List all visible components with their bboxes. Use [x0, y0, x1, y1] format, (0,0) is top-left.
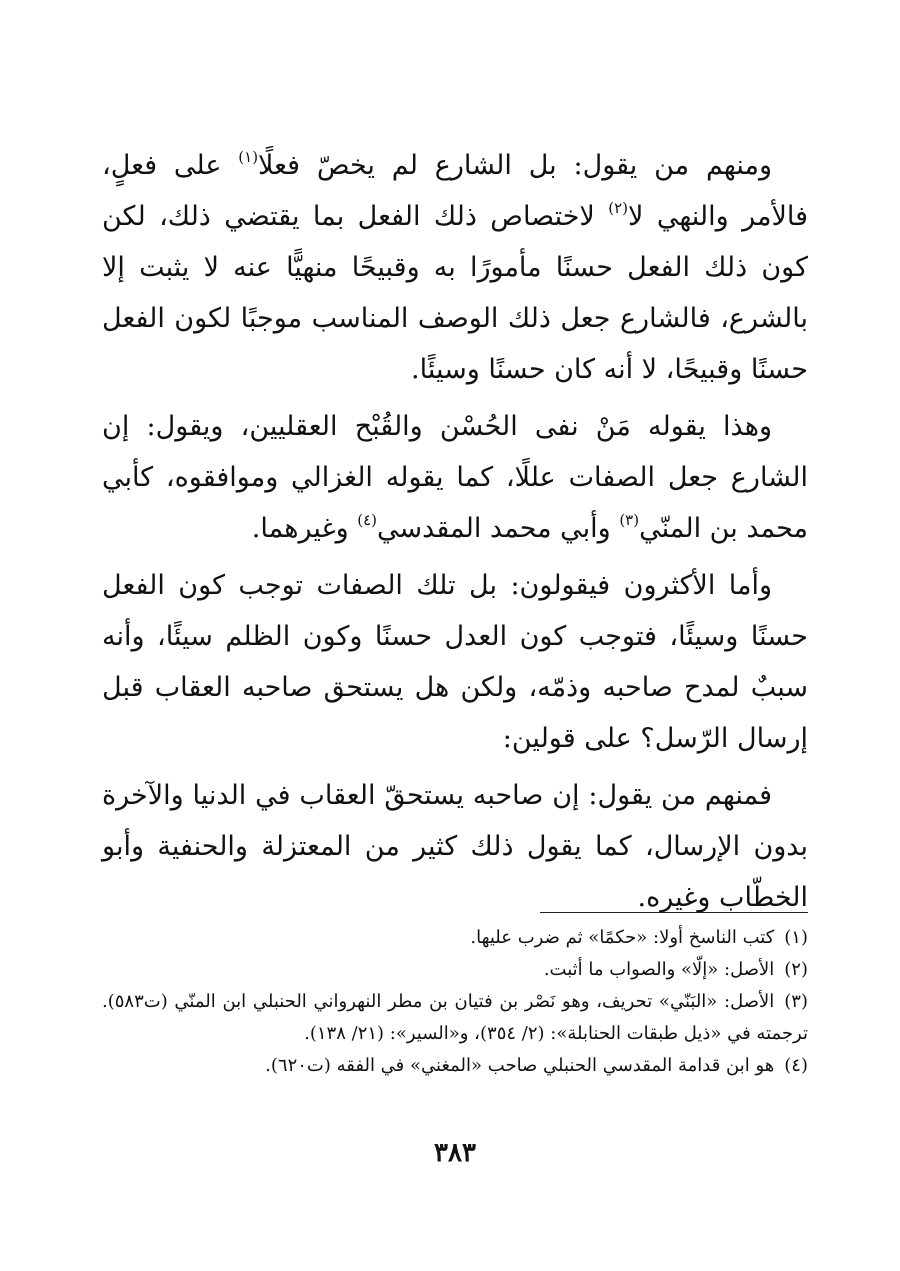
footnote-number: (٢) [784, 959, 808, 980]
footnote-number: (١) [784, 927, 808, 948]
footnote-text: كتب الناسخ أولا: «حكمًا» ثم ضرب عليها. [470, 927, 775, 948]
footnote-ref-4: (٤) [357, 511, 378, 529]
footnote-divider [540, 912, 808, 913]
footnote-2 [102, 954, 808, 986]
paragraph-text: وهذا يقوله مَنْ نفى الحُسْن والقُبْح العقليين، ويقول: إن الشارع جعل الصفات عللًا، كما يقوله الغزالي وموافقوه، كأبي محمد بن المنّي [102, 411, 808, 544]
paragraph-4 [102, 770, 808, 923]
footnote-ref-1: (١) [238, 148, 259, 166]
footnote-text: الأصل: «إلّا» والصواب ما أثبت. [543, 959, 775, 980]
footnote-4 [102, 1050, 808, 1082]
footnote-ref-2: (٢) [608, 199, 629, 217]
footnote-number: (٤) [784, 1055, 808, 1076]
paragraph-text: على فعلٍ، فالأمر والنهي لا [102, 150, 808, 232]
paragraph-3 [102, 560, 808, 764]
paragraph-1 [102, 140, 808, 395]
footnote-3 [102, 986, 808, 1050]
main-text [102, 140, 808, 923]
paragraph-text: وأما الأكثرون فيقولون: بل تلك الصفات توجب كون الفعل حسنًا وسيئًا، فتوجب كون العدل حسنًا وكون الظلم سيئًا، وأنه سببٌ لمدح صاحبه وذمّه، ولكن هل يستحق صاحبه العقاب قبل إرسال الرّسل؟ على قولين: [102, 570, 808, 754]
footnotes [102, 922, 808, 1082]
footnote-1 [102, 922, 808, 954]
footnote-text: الأصل: «البَنّي» تحريف، وهو نَصْر بن فتيان بن مطر النهرواني الحنبلي ابن المنّي (ت٥٨٣). ترجمته في «ذيل طبقات الحنابلة»: (٢/ ٣٥٤)، و«السير»: (٢١/ ١٣٨). [102, 991, 808, 1044]
paragraph-text: ومنهم من يقول: بل الشارع لم يخصّ فعلًا [258, 150, 773, 181]
footnote-text: هو ابن قدامة المقدسي الحنبلي صاحب «المغني» في الفقه (ت٦٢٠). [265, 1055, 775, 1076]
paragraph-text: لاختصاص ذلك الفعل بما يقتضي ذلك، لكن كون ذلك الفعل حسنًا مأمورًا به وقبيحًا منهيًّا عنه لا يثبت إلا بالشرع، فالشارع جعل ذلك الوصف المناسب موجبًا لكون الفعل حسنًا وقبيحًا، لا أنه كان حسنًا وسيئًا. [102, 201, 808, 385]
book-page [102, 140, 808, 1240]
footnote-number: (٣) [784, 991, 808, 1012]
page-number: ٣٨٣ [434, 1138, 476, 1168]
paragraph-text: وغيرهما. [251, 513, 358, 544]
paragraph-2 [102, 401, 808, 554]
footnote-ref-3: (٣) [619, 511, 640, 529]
paragraph-text: وأبي محمد المقدسي [377, 513, 620, 544]
paragraph-text: فمنهم من يقول: إن صاحبه يستحقّ العقاب في الدنيا والآخرة بدون الإرسال، كما يقول ذلك كثير من المعتزلة والحنفية وأبو الخطّاب وغيره. [102, 780, 808, 913]
